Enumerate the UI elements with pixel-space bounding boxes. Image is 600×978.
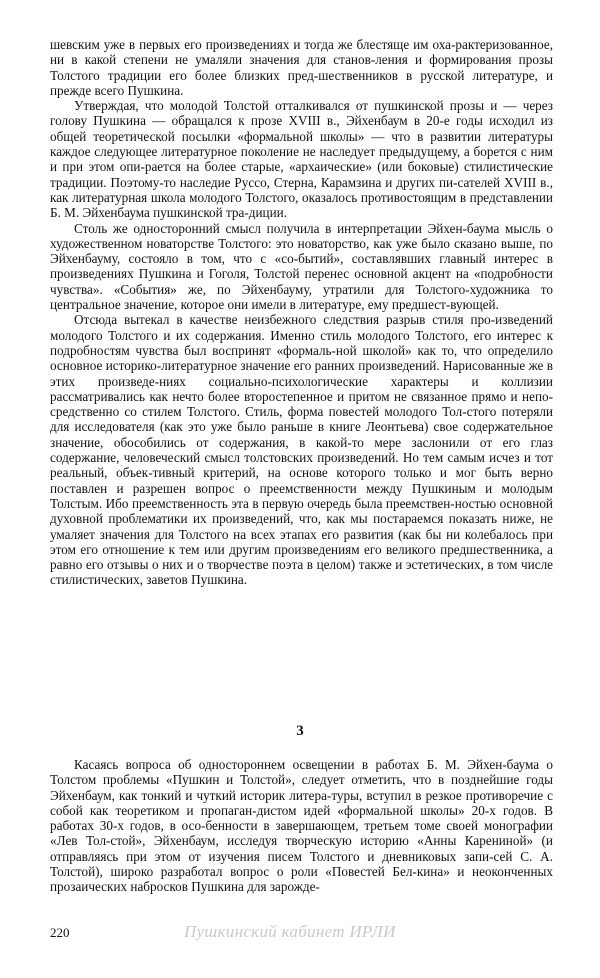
paragraph-style-content-gap: Отсюда вытекал в качестве неизбежного следствия разрыв стиля про-изведений молодого Толстого и их содержания. Именно стиль молодого Толстого, его интерес к подробностям чувства был воспринят «формаль-ной школой» как то, что определило основное историко-литературное значение его ранних произведений. Нарисованные же в этих произведе-ниях социально-психологические характеры и коллизии рассматривались как нечто более второстепенное и притом не связанное прямо и непо-средственно со стилем Толстого. Стиль, форма повестей молодого Тол-стого потеряли для исследователя (как это уже было раньше в книге Леонтьева) свое содержательное значение, обособились от содержания, в какой-то мере заслонили от его глаз содержание, человеческий смысл толстовских произведений. Но тем самым исчез и тот реальный, объек-тивный критерий, на основе которого только и мог быть верно поставлен и разрешен вопрос о преемственности между Пушкиным и молодым Толстым. Ибо преемственность эта в первую очередь была преемствен-ностью основной духовной проблематики их произведений, что, как мы постараемся показать ниже, не умаляет значения для Толстого на всех этапах его развития (как бы ни колебалось при этом его отношение к тем или другим произведениям его великого предшественника, а равно его отзывы о них и о творчестве поэта в целом) также и эстетических, в том числе стилистических, заветов Пушкина. [50,312,553,588]
paragraph-continuation: шевским уже в первых его произведениях и тогда же блестяще им оха-рактеризованное, ни в какой степени не умаляли значения для станов-ления и формирования прозы Толстого традиции его более близких пред-шественников в русской литературе, и прежде всего Пушкина. [50,37,553,98]
bottom-text-section [50,757,553,895]
paragraph-later-years: Касаясь вопроса об одностороннем освещении в работах Б. М. Эйхен-баума о Толстом проблемы «Пушкин и Толстой», следует отметить, что в позднейшие годы Эйхенбаум, как тонкий и чуткий историк литера-туры, вступил в резкое противоречие с собой как теоретиком и пропаган-дистом идей «формальной школы» 20-х годов. В работах 30-х годов, в осо-бенности в завершающем, третьем томе своей монографии «Лев Тол-стой», Эйхенбаум, исследуя творческую историю «Анны Карениной» (и отправляясь при этом от изучения писем Толстого и дневниковых запи-сей С. А. Толстой), широко разработал вопрос о роли «Повестей Бел-кина» и неоконченных прозаических набросков Пушкина для зарожде- [50,757,553,895]
section-number: 3 [296,723,304,739]
library-watermark: Пушкинский кабинет ИРЛИ [184,922,396,941]
page-number: 220 [50,925,70,940]
top-text-section [50,37,553,588]
paragraph-eichenbaum-thesis: Утверждая, что молодой Толстой отталкивался от пушкинской прозы и — через голову Пушкина — обращался к прозе XVIII в., Эйхенбаум в 20-е годы исходил из общей теоретической посылки «формальной школы» — что в развитии литературы каждое следующее литературное поколение не наследует предыдущему, а борется с ним и при этом опи-рается на более старые, «архаические» (или боковые) стилистические традиции. Поэтому-то наследие Руссо, Стерна, Карамзина и других пи-сателей XVIII в., как литературная школа молодого Толстого, оказалось противостоящим в представлении Б. М. Эйхенбаума пушкинской тра-диции. [50,98,553,221]
paragraph-innovation: Столь же односторонний смысл получила в интерпретации Эйхен-баума мысль о художественном новаторстве Толстого: это новаторство, как уже было сказано выше, по Эйхенбауму, состояло в том, что с «со-бытий», составлявших главный интерес в произведениях Пушкина и Гоголя, Толстой перенес основной акцент на «подробности чувства». «События» же, по Эйхенбауму, утратили для Толстого-художника то центральное значение, которое они имели в литературе, ему предшест-вующей. [50,220,553,313]
